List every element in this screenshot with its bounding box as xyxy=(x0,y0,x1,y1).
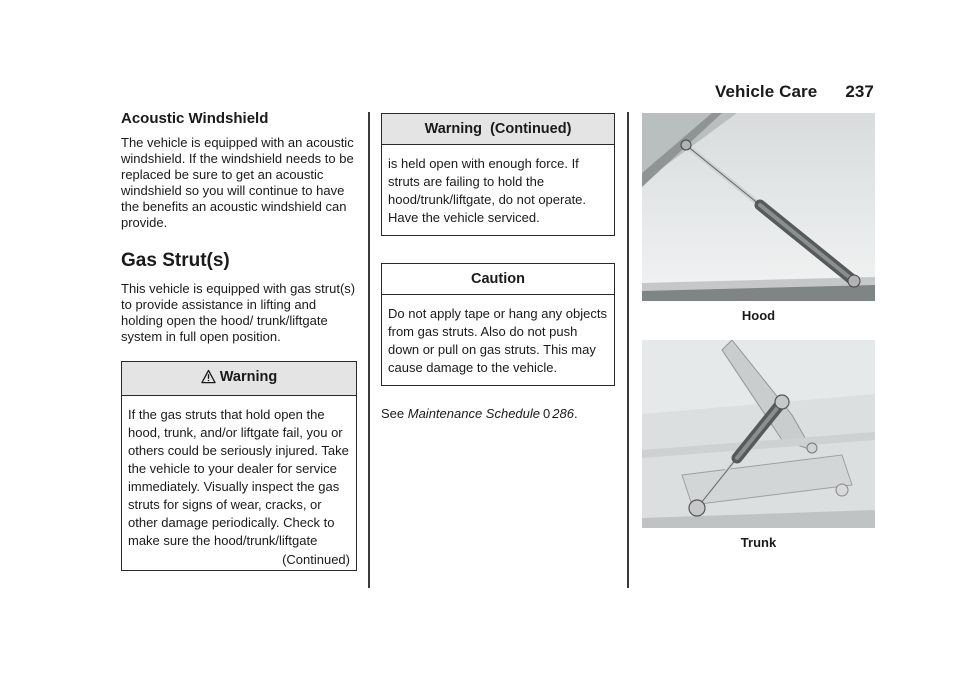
column-left xyxy=(121,110,357,571)
warning-body: If the gas struts that hold open the hood, trunk, and/or liftgate fail, you or others could be seriously injured. Take the vehicle to your dealer for service immediately. Visually inspect the gas struts for signs of wear, cracks, or other damage periodically. Check to make sure the hood/trunk/liftgate xyxy=(128,407,349,548)
see-suffix: . xyxy=(573,406,578,421)
hood-strut-illustration xyxy=(642,113,875,301)
maintenance-schedule-link[interactable]: Maintenance Schedule xyxy=(407,406,541,421)
caution-body: Do not apply tape or hang any objects from gas struts. Also do not push down or pull on gas struts. This may cause damage to the vehicle. xyxy=(388,306,607,375)
column-right xyxy=(642,113,875,550)
acoustic-windshield-text: The vehicle is equipped with an acoustic windshield. If the windshield needs to be replaced be sure to get an acoustic windshield so you will continue to have the benefits an acoustic windshield can provide. xyxy=(121,135,354,230)
hood-caption: Hood xyxy=(741,308,776,323)
see-reference xyxy=(381,406,615,421)
warning-continued-box xyxy=(381,113,615,236)
warning-header xyxy=(122,362,356,396)
trunk-strut-illustration xyxy=(642,340,875,528)
gas-struts-text: This vehicle is equipped with gas strut(s) to provide assistance in lifting and holding open the hood/ trunk/liftgate system in full open position. xyxy=(121,281,356,344)
caution-box xyxy=(381,263,615,386)
warning-triangle-icon xyxy=(201,369,216,388)
page-ref-arrow: 0 xyxy=(543,406,551,421)
section-title: Vehicle Care xyxy=(715,82,818,101)
column-middle xyxy=(381,113,615,421)
caution-header: Caution xyxy=(382,264,614,295)
column-divider xyxy=(627,112,629,588)
column-divider xyxy=(368,112,370,588)
page-header xyxy=(715,82,874,102)
acoustic-windshield-heading: Acoustic Windshield xyxy=(121,110,269,127)
trunk-caption: Trunk xyxy=(740,535,777,550)
warning-continued-header: Warning (Continued) xyxy=(382,114,614,145)
page-ref-number[interactable]: 286 xyxy=(552,406,574,421)
warning-continued-body: is held open with enough force. If struts are failing to hold the hood/trunk/liftgate, do not operate. Have the vehicle serviced. xyxy=(388,156,587,225)
warning-title: Warning xyxy=(219,369,278,385)
page-number: 237 xyxy=(845,82,874,101)
continued-label: (Continued) xyxy=(282,552,350,567)
see-prefix: See xyxy=(381,406,408,421)
gas-struts-heading: Gas Strut(s) xyxy=(121,250,230,271)
warning-box xyxy=(121,361,357,571)
